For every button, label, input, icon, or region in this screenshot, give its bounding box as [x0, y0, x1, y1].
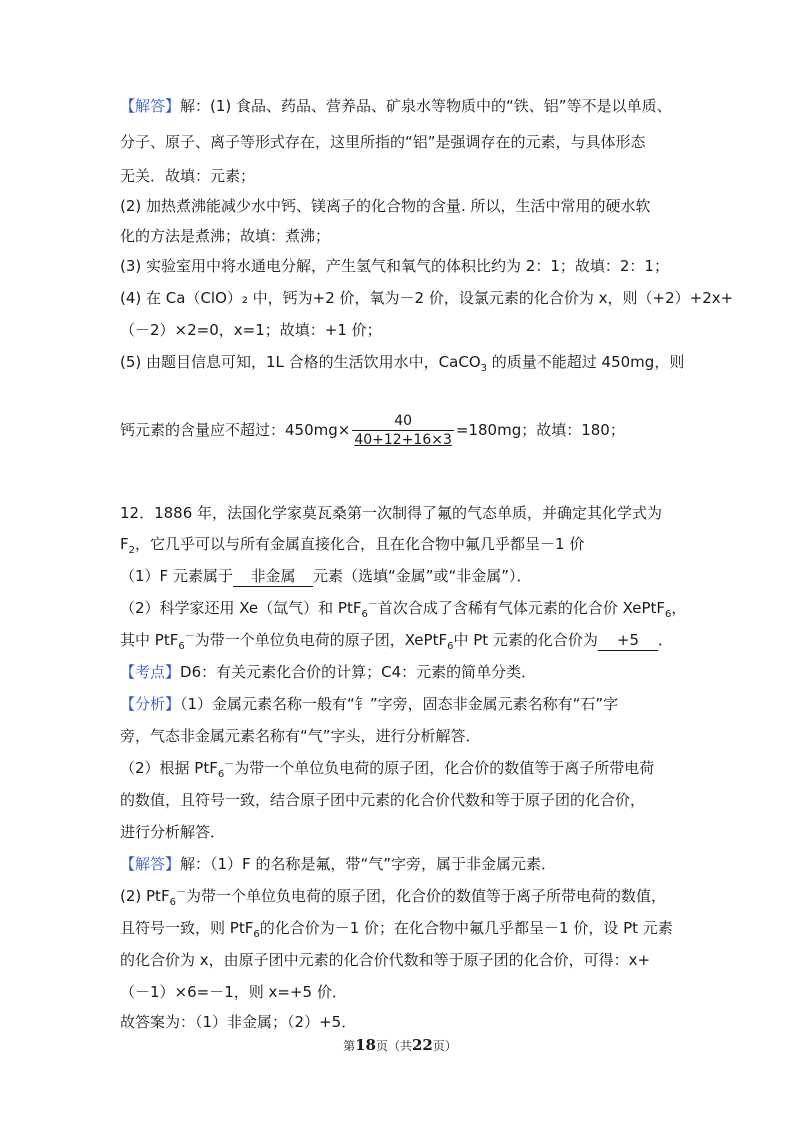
q11-line-10: 钙元素的含量应不超过：450mg× $\frac{40}{40+12+16\times 3}$ =180mg；故填：180；	[120, 413, 625, 448]
q11-line-3: 无关．故填：元素；	[120, 167, 256, 185]
jieda-tag: 【解答】	[120, 97, 181, 115]
mass-fraction	[352, 412, 454, 449]
fenxi-line-1: 【分析】（1）金属元素名称一般有“钅”字旁，固态非金属元素名称有“石”字	[120, 695, 619, 713]
final-answer: 故答案为：（1）非金属；（2）+5．	[120, 1013, 357, 1031]
jieda-line-4: 的化合价为 x，由原子团中元素的化合价代数和等于原子团的化合价，可得：x+	[120, 951, 651, 969]
fraction-numerator: 40	[352, 412, 454, 431]
jieda-line-3: 且符号一致，则 PtF$_6$的化合价为－1 价；在化合物中氟几乎都呈－1 价，设 Pt 元素	[120, 919, 673, 940]
jieda-line-2: (2) PtF$_6$－为带一个单位负电荷的原子团，化合价的数值等于离子所带电荷的数值，	[120, 887, 666, 908]
q12-line-5: 其中 PtF$_6$－为带一个单位负电荷的原子团，XePtF$_6$中 Pt 元素的化合价为 +5 ．	[120, 631, 673, 652]
jieda-line-5: （－1）×6=－1，则 x=+5 价．	[120, 983, 347, 1001]
answer-blank-2: +5	[598, 630, 658, 651]
fenxi-line-2: 旁，气态非金属元素名称有“气”字头，进行分析解答．	[120, 727, 481, 745]
q12-line-2: $F_2$，它几乎可以与所有金属直接化合，且在化合物中氟几乎都呈－1 价	[120, 535, 585, 556]
q11-line-8: （－2）×2=0，x=1；故填：+1 价；	[120, 321, 382, 339]
jieda-tag-2: 【解答】	[120, 855, 181, 873]
q12-line-1: 12．1886 年，法国化学家莫瓦桑第一次制得了氟的气态单质，并确定其化学式为	[120, 504, 663, 522]
kaodian-tag: 【考点】	[120, 663, 181, 681]
fenxi-line-5: 进行分析解答．	[120, 823, 226, 841]
kaodian-line: 【考点】D6：有关元素化合价的计算；C4：元素的简单分类．	[120, 663, 537, 681]
q11-line-4: (2) 加热煮沸能减少水中钙、镁离子的化合物的含量. 所以，生活中常用的硬水软	[120, 197, 651, 215]
fenxi-line-4: 的数值，且符号一致，结合原子团中元素的化合价代数和等于原子团的化合价，	[120, 791, 646, 809]
q11-line-5: 化的方法是煮沸；故填：煮沸；	[120, 227, 331, 245]
q11-line-7: (4) 在 Ca（ClO）₂ 中，钙为+2 价，氧为－2 价，设氯元素的化合价为 x，则（+2）+2x+	[120, 289, 734, 307]
page-footer: 第18页（共22页）	[343, 1036, 457, 1054]
jieda-line-1: 【解答】解：（1）F 的名称是氟，带“气”字旁，属于非金属元素．	[120, 855, 556, 873]
q11-line-2: 分子、原子、离子等形式存在，这里所指的“铝”是强调存在的元素，与具体形态	[120, 133, 646, 151]
page-number: 18	[355, 1036, 376, 1054]
answer-blank-1: 非金属	[233, 566, 313, 587]
q11-line-9: (5) 由题目信息可知，1L 合格的生活饮用水中，CaCO$_3$ 的质量不能超过 450mg，则	[120, 353, 685, 374]
fenxi-tag: 【分析】	[120, 695, 181, 713]
q11-line-6: (3) 实验室用中将水通电分解，产生氢气和氧气的体积比约为 2：1；故填：2：1；	[120, 257, 669, 275]
q12-line-3: （1）F 元素属于 非金属 元素（选填“金属”或“非金属”）．	[120, 567, 532, 585]
page-total: 22	[412, 1036, 433, 1054]
q12-line-4: （2）科学家还用 Xe（氙气）和 PtF$_6$－首次合成了含稀有气体元素的化合价 XePtF$_6$，	[120, 599, 687, 620]
q11-line-1	[120, 96, 672, 116]
fraction-denominator: 40+12+16×3	[354, 432, 452, 448]
q11-text: 解：(1) 食品、药品、营养品、矿泉水等物质中的“铁、铝”等不是以单质、	[180, 97, 672, 115]
fenxi-line-3: （2）根据 PtF$_6$－为带一个单位负电荷的原子团，化合价的数值等于离子所带电荷	[120, 759, 655, 780]
